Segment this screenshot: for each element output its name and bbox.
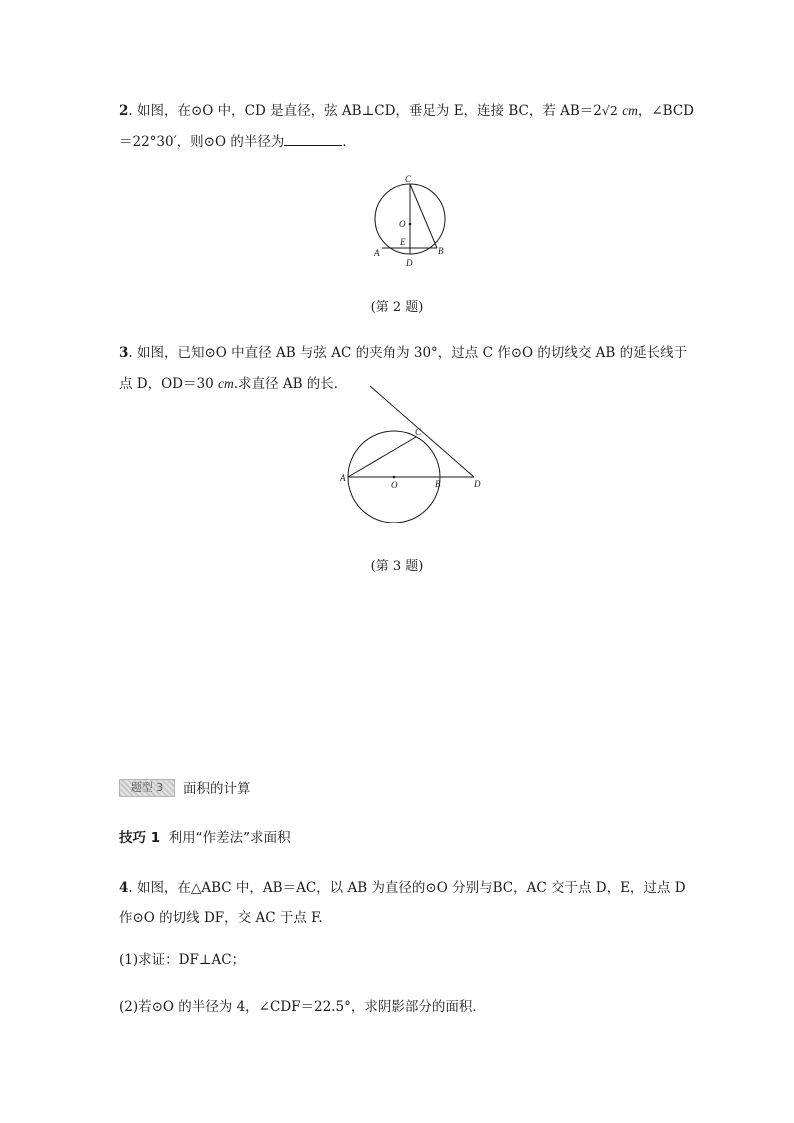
q2-center-dot [409, 223, 412, 226]
q2-label-e: E [400, 237, 406, 247]
q2-label-b: B [438, 246, 444, 256]
q4-line2 [119, 903, 697, 933]
q2-label-a: A [374, 248, 380, 258]
q4-line1 [119, 873, 697, 903]
q2-label-d: D [406, 258, 413, 268]
q4-part2 [119, 992, 697, 1022]
q2-text-line2: ＝22°30′，则⊙O 的半径为 [119, 134, 285, 150]
technique-heading [119, 826, 291, 850]
q3-unit: cm [217, 376, 234, 391]
q2-number: 2 [119, 103, 129, 119]
question-type-badge: 题型 3 [119, 779, 175, 797]
q2-line2 [119, 127, 697, 157]
q3-label-d: D [474, 479, 481, 489]
q2-text-end: ． [342, 134, 356, 150]
answer-blank [284, 131, 342, 146]
q4-text-line1: . 如图，在△ABC 中，AB＝AC，以 AB 为直径的⊙O 分别与BC，AC 交于点 D，E，过点 D [128, 880, 686, 896]
q3-label-c: C [415, 427, 422, 437]
q2-sqrt: √2 [601, 103, 618, 118]
q3-chord-ac [348, 437, 416, 477]
q3-line1 [119, 338, 697, 368]
q4-part1 [119, 945, 697, 975]
q3-text-part1: 点 D，OD＝30 [119, 376, 218, 392]
q2-figure [368, 172, 452, 268]
q4-number: 4 [119, 880, 129, 896]
q3-number: 3 [119, 345, 129, 361]
q3-text-line1: . 如图，已知⊙O 中直径 AB 与弦 AC 的夹角为 30°，过点 C 作⊙O 的切线交 AB 的延长线于 [128, 345, 688, 361]
technique-text: 利用“作差法”求面积 [168, 830, 291, 846]
section-title: 面积的计算 [183, 781, 251, 797]
q2-text-part1: . 如图，在⊙O 中，CD 是直径，弦 AB⊥CD，垂足为 E，连接 BC，若 AB＝2 [128, 103, 602, 119]
q2-text-part2: ，∠BCD [637, 103, 695, 119]
q4-part1-text: (1)求证：DF⊥AC； [119, 952, 246, 968]
q3-label-a: A [340, 473, 346, 483]
q3-label-o: O [391, 480, 398, 490]
q3-center-dot [393, 476, 396, 479]
q3-text-part2: .求直径 AB 的长． [233, 376, 348, 392]
q4-text-line2: 作⊙O 的切线 DF，交 AC 于点 F. [119, 910, 323, 926]
q3-caption: (第 3 题) [370, 559, 424, 574]
q3-figure [336, 381, 486, 523]
q2-label-c: C [405, 174, 412, 184]
q4-part2-text: (2)若⊙O 的半径为 4，∠CDF＝22.5°，求阴影部分的面积． [119, 999, 486, 1015]
q2-line1 [119, 96, 697, 126]
technique-label: 技巧 1 [119, 830, 161, 846]
q2-label-o: O [399, 219, 406, 229]
q2-caption: (第 2 题) [370, 300, 424, 315]
q3-label-b: B [435, 479, 441, 489]
q2-line-bc [410, 184, 437, 248]
q2-unit: cm [622, 103, 638, 118]
